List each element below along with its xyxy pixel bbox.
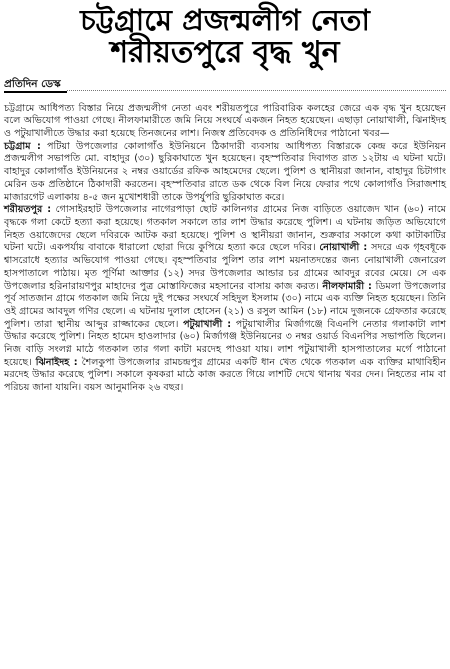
report-text-noakhali: সদরে এক গৃহবধূকে শ্বাসরোধে হত্যার অভিযোগ পাওয়া গেছে। বৃহস্পতিবার পুলিশ তার লাশ ময়নাতদন্তের জন্য নোয়াখালী জেনারেল হাসপাতালে পাঠায়। মৃত পূর্ণিমা আক্তার (১২) সদর উপজেলার আন্ডার চর গ্রামের আবদুর রবের মেয়ে। সে এক উপজেলার হরিনারায়ণপুর মাহাদের পুত্র মোস্তাফিজের মহসানের বাসায় কাজ করত। <box>4 242 446 292</box>
report-text-jhenaidah: শৈলকুপা উপজেলার রামচন্দ্রপুর গ্রামের একটি ধান খেত থেকে গতকাল এক ব্যক্তির মাথাবিহীন মরদেহ উদ্ধার করেছে পুলিশ। সকালে কৃষকরা মাঠে কাজ করতে গিয়ে লাশটি দেখে থানায় খবর দেন। নিহতের নাম বা পরিচয় জানা যায়নি। বয়স আনুমানিক ২৬ বছর। <box>4 356 446 394</box>
place-label-shariatpur: শরীয়তপুর : <box>4 204 52 216</box>
place-label-noakhali: নোয়াখালী : <box>319 242 368 254</box>
article-body <box>4 103 446 395</box>
report-text-patuakhali: পটুয়াখালীর মির্জাগঞ্জে বিএনপি নেতার গলাকাটা লাশ উদ্ধার করেছে পুলিশ। নিহত হামেদ হাওলাদার (৬০) মির্জাগঞ্জ ইউনিয়নের ৩ নম্বর ওয়ার্ড বিএনপির সভাপতি ছিলেন। নিজ বাড়ি সংলগ্ন মাঠে গতকাল তার গলা কাটা মরদেহ পাওয়া যায়। লাশ পটুয়াখালী হাসপাতালের মর্গে পাঠানো হয়েছে। <box>4 318 447 368</box>
place-label-patuakhali: পটুয়াখালী : <box>183 318 232 330</box>
place-label-jhenaidah: ঝিনাইদহ : <box>35 356 78 368</box>
headline-line-2: শরীয়তপুরে বৃদ্ধ খুন <box>110 35 340 71</box>
report-paragraph <box>4 141 446 205</box>
desk-byline: প্রতিদিন ডেস্ক <box>4 78 67 93</box>
place-label-chattogram: চট্টগ্রাম : <box>4 140 41 152</box>
report-text-nilphamari: ডিমলা উপজেলার পূর্ব সাতজান গ্রামে গতকাল জমি নিয়ে দুই পক্ষের সংঘর্ষে সহিদুল ইসলাম (৩০) নামে এক ব্যক্তি নিহত হয়েছেন। তিনি ওই গ্রামের আবদুল গণির ছেলে। এ ঘটনায় দুলাল হোসেন (২১) ও রসুল আমিন (১৮) নামে দুজনকে গ্রেফতার করেছে পুলিশ। তারা স্থানীয় আব্দুর রাজ্জাকের ছেলে। <box>4 280 446 330</box>
headline-line-1: চট্টগ্রামে প্রজন্মলীগ নেতা <box>80 3 370 37</box>
place-label-nilphamari: নীলফামারী : <box>322 280 372 292</box>
report-paragraph <box>4 204 446 395</box>
desk-byline-row <box>4 78 446 93</box>
report-text-shariatpur: গোসাইরহাট উপজেলার নাগেরপাড়া ছোট কালিনগর গ্রামের নিজ বাড়িতে ওয়াজেদ খান (৬০) নামে বৃদ্ধকে গলা কেটে হত্যা করা হয়েছে। গতকাল সকালে তার লাশ উদ্ধার করেছে পুলিশ। এ ঘটনায় জড়িত অভিযোগে নিহত ওয়াজেদের ছেলে দবিরকে আটক করা হয়েছে। পুলিশ ও স্থানীয়রা জানান, শুক্রবার সকালে কথা কাটাকাটির ঘটনা ঘটে। একপর্যায় বাবাকে ধারালো ছোরা দিয়ে কুপিয়ে হত্যা করে ছেলে দবির। <box>4 204 447 254</box>
byline-divider <box>67 80 446 91</box>
lead-paragraph: চট্টগ্রামে আধিপত্য বিস্তার নিয়ে প্রজন্মলীগ নেতা এবং শরীয়তপুরে পারিবারিক কলহের জেরে এক বৃদ্ধ খুন হয়েছেন বলে অভিযোগ পাওয়া গেছে। নীলফামারীতে জমি নিয়ে সংঘর্ষে একজন নিহত হয়েছেন। এছাড়া নোয়াখালী, ঝিনাইদহ ও পটুয়াখালীতে উদ্ধার করা হয়েছে তিনজনের লাশ। নিজস্ব প্রতিবেদক ও প্রতিনিধিদের পাঠানো খবর— <box>4 102 446 140</box>
report-text-chattogram: পটিয়া উপজেলার কোলাগাঁও ইউনিয়নে ঠিকাদারী ব্যবসায় আধিপত্য বিস্তারকে কেন্দ্র করে ইউনিয়ন প্রজন্মলীগ সভাপতি মো. বাহাদুর (৩০) ছুরিকাঘাতে খুন হয়েছেন। বৃহস্পতিবার দিবাগত রাত ১২টায় এ ঘটনা ঘটে। বাহাদুর কোলাগাঁও ইউনিয়নের ২ নম্বর ওয়ার্ডের রফিক আহমেদের ছেলে। পুলিশ ও স্থানীয়রা জানান, বাহাদুর চিটাগাং মেরিন ডক প্রতিষ্ঠানে ঠিকাদারী করতেন। বৃহস্পতিবার রাতে ডক থেকে বিল নিয়ে ফেরার পথে কোলাগাঁও সিরাজশাহ মাজারগেট এলাকায় ৪-৫ জন মুখোশধারী তাকে উপর্যুপরি ছুরিকাঘাত করে। <box>4 140 447 203</box>
